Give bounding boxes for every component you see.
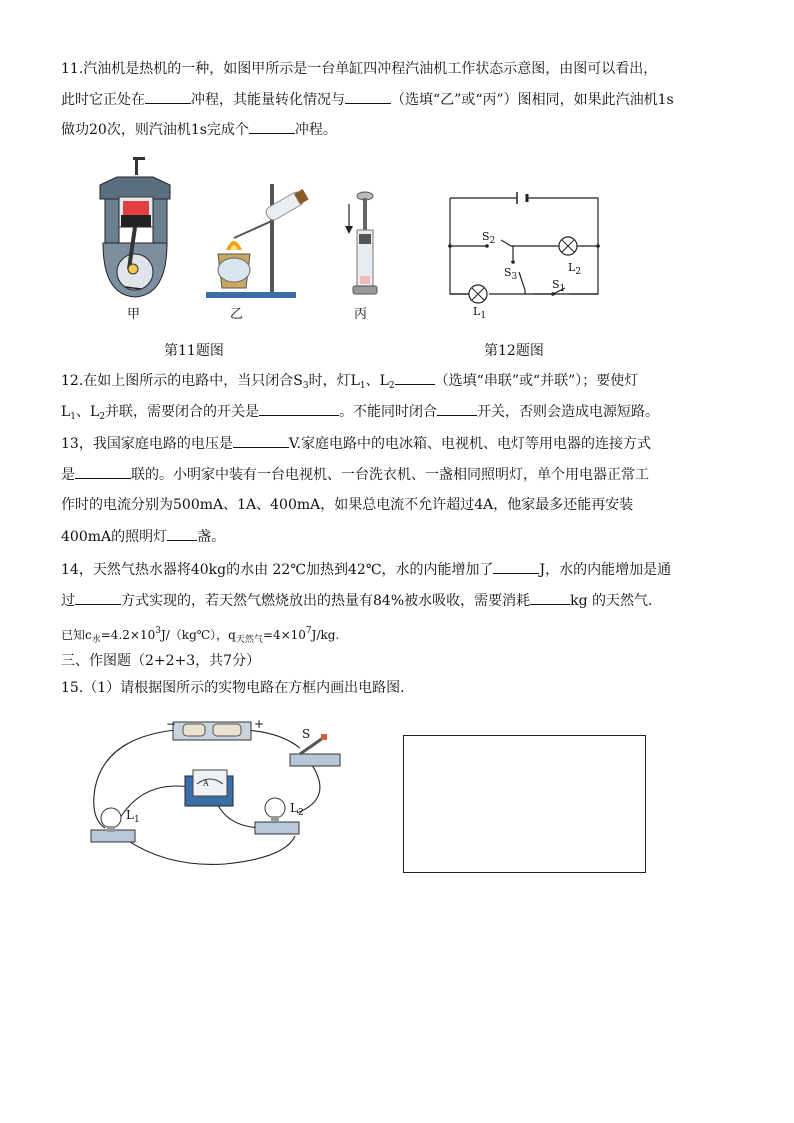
answer-blank[interactable] [75, 464, 131, 479]
q11-line1: 11.汽油机是热机的一种，如图甲所示是一台单缸四冲程汽油机工作状态示意图，由图可以看出， [61, 61, 658, 77]
caption-fig12: 第12题图 [484, 343, 544, 359]
answer-blank[interactable] [437, 401, 477, 416]
q13-line4: 400mA的照明灯 盏。 [61, 526, 225, 547]
section-heading: 三、作图题（2+2+3，共7分） [61, 653, 261, 669]
q13-line1: 13，我国家庭电路的电压是 V.家庭电路中的电冰箱、电视机、电灯等用电器的连接方式 [61, 433, 651, 454]
q11-line3: 做功20次，则汽油机1s完成个 冲程。 [61, 119, 337, 140]
q12-line1: 12.在如上图所示的电路中，当只闭合$S_3$时，灯$L_1$、$L_2$ （选填“串联”或“并联”）；要使灯 [61, 370, 638, 396]
battery-plus: + [254, 717, 265, 731]
test-tube-heating-figure [204, 180, 314, 300]
fig-label-jia: 甲 [127, 307, 141, 322]
label-l2: $L_2$ [568, 261, 582, 277]
switch-label-s: S [302, 727, 311, 741]
answer-blank[interactable] [395, 370, 435, 385]
q12-line2: $L_1$、$L_2$并联，需要闭合的开关是 。不能同时闭合 开关，否则会造成电源短路。 [61, 401, 659, 427]
label-s2: $S_2$ [482, 230, 496, 246]
answer-drawing-box[interactable] [403, 735, 646, 873]
q13-line2: 是 联的。小明家中装有一台电视机、一台洗衣机、一盏相同照明灯，单个用电器正常工 [61, 464, 649, 485]
q15-real-circuit [85, 718, 355, 870]
fig-label-bing: 丙 [354, 307, 368, 322]
engine-cylinder-figure [95, 157, 175, 302]
answer-blank[interactable] [530, 590, 570, 605]
caption-fig11: 第11题图 [164, 343, 224, 359]
ammeter-label: A [203, 779, 209, 788]
fig15-label-l1: $L_1$ [126, 808, 140, 825]
q11-line2: 此时它正处在 冲程，其能量转化情况与 （选填“乙”或“丙”）图相同，如果此汽油机1s [61, 89, 674, 110]
q13-line3: 作时的电流分别为500mA、1A、400mA，如果总电流不允许超过4A，他家最多还能再安装 [61, 497, 634, 513]
answer-blank[interactable] [345, 89, 391, 104]
answer-blank[interactable] [249, 119, 295, 134]
answer-blank[interactable] [75, 590, 121, 605]
answer-blank[interactable] [167, 526, 197, 541]
label-l1: $L_1$ [473, 305, 487, 321]
fig-label-yi: 乙 [230, 307, 244, 322]
q14-line2: 过 方式实现的，若天然气燃烧放出的热量有84%被水吸收，需要消耗 kg 的天然气. [61, 590, 652, 611]
q14-line3: 已知$c_水=4.2\times 10^3J/(kg℃)$，$q_{天然气}=4\times 10^7J/kg$. [61, 626, 340, 645]
fig15-label-l2: $L_2$ [290, 801, 304, 818]
answer-blank[interactable] [259, 401, 339, 416]
answer-blank[interactable] [233, 433, 289, 448]
q12-circuit-diagram [445, 190, 605, 300]
label-s1: $S_1$ [552, 278, 566, 294]
q14-line1: 14，天然气热水器将40kg的水由 22℃加热到42℃，水的内能增加了 J，水的内能增加是通 [61, 559, 671, 580]
label-s3: $S_3$ [504, 266, 518, 282]
q15-prompt: 15.（1）请根据图所示的实物电路在方框内画出电路图. [61, 680, 405, 696]
battery-minus: − [166, 717, 177, 731]
air-compression-figure [343, 190, 383, 300]
answer-blank[interactable] [145, 89, 191, 104]
answer-blank[interactable] [493, 559, 539, 574]
